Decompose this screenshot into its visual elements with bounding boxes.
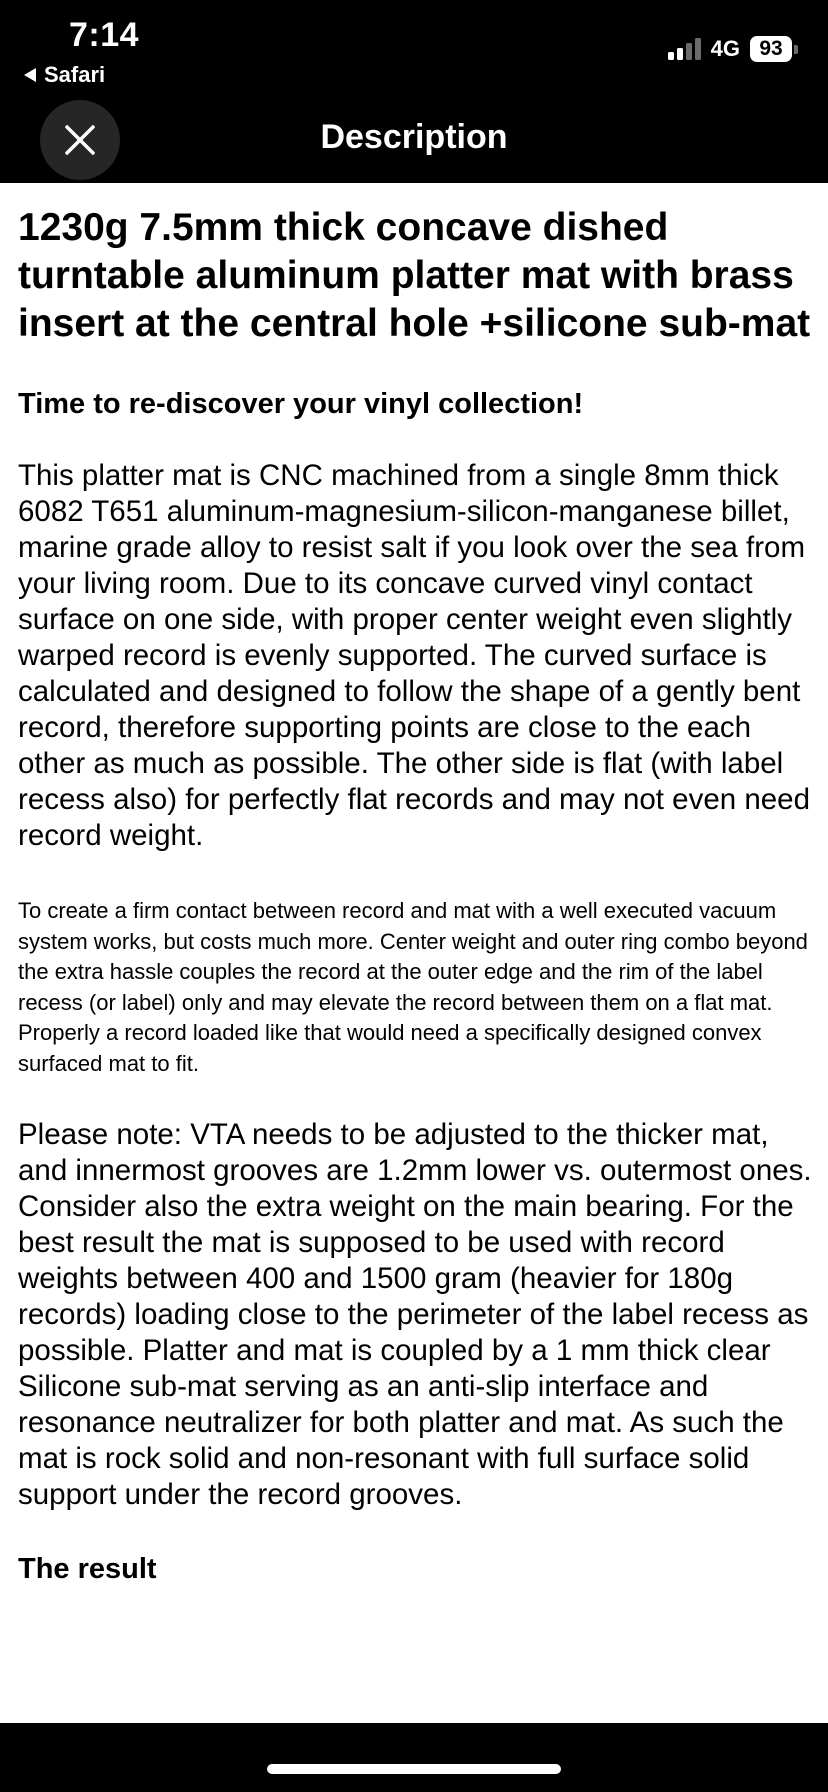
product-title: 1230g 7.5mm thick concave dished turntable aluminum platter mat with brass insert at the central hole +silicone sub-mat (18, 206, 811, 345)
back-triangle-icon (24, 68, 36, 82)
back-to-safari-link[interactable] (24, 62, 105, 88)
cellular-signal-icon (668, 38, 701, 60)
network-type: 4G (710, 36, 740, 61)
description-paragraph-3: Please note: VTA needs to be adjusted to the thicker mat, and innermost grooves are 1.2mm lower vs. outermost ones. Consider also the extra weight on the main bearing. For the best result the mat is supposed to be used with record weights between 400 and 1500 gram (heavier for 180g records) loading close to the perimeter of the label recess as possible. Platter and mat is coupled by a 1 mm thick clear Silicone sub-mat serving as an anti-slip interface and resonance neutralizer for both platter and mat. As such the mat is rock solid and non-resonant with full surface solid support under the record grooves. (18, 1118, 812, 1511)
close-button[interactable] (40, 100, 120, 180)
battery-icon (750, 36, 798, 62)
page-title: Description (320, 118, 508, 156)
description-content (18, 204, 813, 1587)
status-indicators (668, 36, 798, 62)
bottom-bar (0, 1723, 828, 1792)
close-icon (64, 124, 96, 156)
result-heading: The result (18, 1553, 157, 1585)
description-paragraph-1: This platter mat is CNC machined from a single 8mm thick 6082 T651 aluminum-magnesium-silicon-manganese billet, marine grade alloy to resist salt if you look over the sea from your living room. Due to its concave curved vinyl contact surface on one side, with proper center weight even slightly warped record is evenly supported. The curved surface is calculated and designed to follow the shape of a gently bent record, therefore supporting points are close to the each other as much as possible. The other side is flat (with label recess also) for perfectly flat records and may not even need record weight. (18, 459, 810, 852)
description-paragraph-2: To create a firm contact between record and mat with a well executed vacuum system works, but costs much more. Center weight and outer ring combo beyond the extra hassle couples the record at the outer edge and the rim of the label recess (or label) only and may elevate the record between them on a flat mat. Properly a record loaded like that would need a specifically designed convex surfaced mat to fit. (18, 898, 808, 1076)
home-indicator[interactable] (267, 1764, 561, 1774)
status-time: 7:14 (69, 16, 140, 54)
top-bar (0, 0, 828, 183)
description-subheading: Time to re-discover your vinyl collection! (18, 388, 584, 420)
battery-level: 93 (750, 36, 792, 62)
back-app-label: Safari (44, 62, 106, 87)
